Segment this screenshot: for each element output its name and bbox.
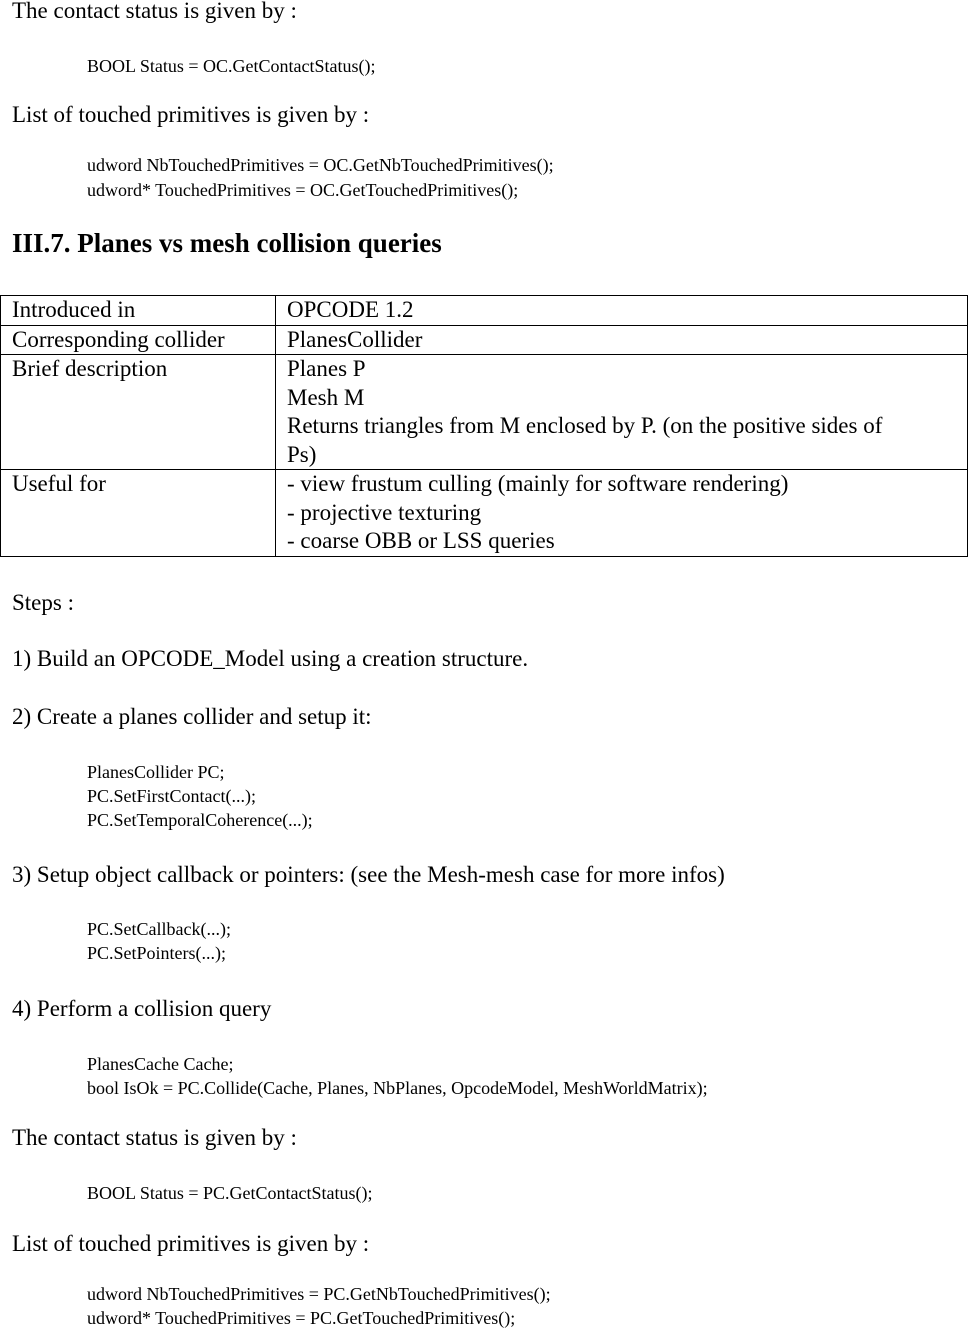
table-key: Corresponding collider bbox=[1, 325, 276, 355]
table-value bbox=[276, 470, 968, 557]
touched-code-line-1: udword NbTouchedPrimitives = OC.GetNbTouchedPrimitives(); bbox=[87, 155, 554, 175]
touched-primitives-intro: List of touched primitives is given by : bbox=[12, 1231, 370, 1256]
steps-label: Steps : bbox=[12, 590, 74, 615]
table-value-line: - coarse OBB or LSS queries bbox=[287, 528, 555, 553]
table-row bbox=[1, 355, 968, 470]
touched-primitives-intro: List of touched primitives is given by : bbox=[12, 102, 370, 127]
table-value-line: - projective texturing bbox=[287, 499, 482, 525]
contact-status-intro: The contact status is given by : bbox=[12, 0, 297, 23]
contact-status-code: BOOL Status = PC.GetContactStatus(); bbox=[87, 1183, 373, 1203]
step-4-code-line: bool IsOk = PC.Collide(Cache, Planes, NbPlanes, OpcodeModel, MeshWorldMatrix); bbox=[87, 1078, 708, 1098]
step-2-code-line: PC.SetTemporalCoherence(...); bbox=[87, 810, 313, 830]
info-table bbox=[0, 295, 968, 557]
table-value bbox=[276, 325, 968, 355]
table-value bbox=[276, 355, 968, 470]
table-key: Introduced in bbox=[1, 296, 276, 326]
table-value-line: Ps) bbox=[287, 441, 317, 467]
table-row bbox=[1, 325, 968, 355]
step-3: 3) Setup object callback or pointers: (see the Mesh-mesh case for more infos) bbox=[12, 862, 725, 887]
touched-code-line-1: udword NbTouchedPrimitives = PC.GetNbTouchedPrimitives(); bbox=[87, 1284, 551, 1304]
table-key: Useful for bbox=[1, 470, 276, 557]
section-heading: III.7. Planes vs mesh collision queries bbox=[12, 228, 442, 258]
step-1: 1) Build an OPCODE_Model using a creation structure. bbox=[12, 646, 529, 671]
table-value-line: - view frustum culling (mainly for software rendering) bbox=[287, 471, 789, 496]
table-key: Brief description bbox=[1, 355, 276, 470]
step-4-code-line: PlanesCache Cache; bbox=[87, 1054, 234, 1074]
table-value-line: Returns triangles from M enclosed by P. (on the positive sides of bbox=[287, 413, 883, 438]
step-2-code-line: PC.SetFirstContact(...); bbox=[87, 786, 257, 806]
table-value bbox=[276, 296, 968, 326]
step-3-code-line: PC.SetCallback(...); bbox=[87, 919, 231, 939]
table-value-line: OPCODE 1.2 bbox=[287, 297, 414, 322]
table-row bbox=[1, 470, 968, 557]
contact-status-intro: The contact status is given by : bbox=[12, 1125, 297, 1150]
touched-code-line-2: udword* TouchedPrimitives = PC.GetTouchedPrimitives(); bbox=[87, 1308, 516, 1328]
table-row bbox=[1, 296, 968, 326]
step-2-code-line: PlanesCollider PC; bbox=[87, 762, 225, 782]
contact-status-code: BOOL Status = OC.GetContactStatus(); bbox=[87, 56, 376, 76]
step-3-code-line: PC.SetPointers(...); bbox=[87, 943, 227, 963]
table-value-line: Planes P bbox=[287, 356, 366, 381]
table-value-line: Mesh M bbox=[287, 384, 365, 410]
step-2: 2) Create a planes collider and setup it: bbox=[12, 704, 372, 729]
touched-code-line-2: udword* TouchedPrimitives = OC.GetTouchedPrimitives(); bbox=[87, 180, 519, 200]
table-value-line: PlanesCollider bbox=[287, 326, 423, 352]
step-4: 4) Perform a collision query bbox=[12, 996, 272, 1021]
